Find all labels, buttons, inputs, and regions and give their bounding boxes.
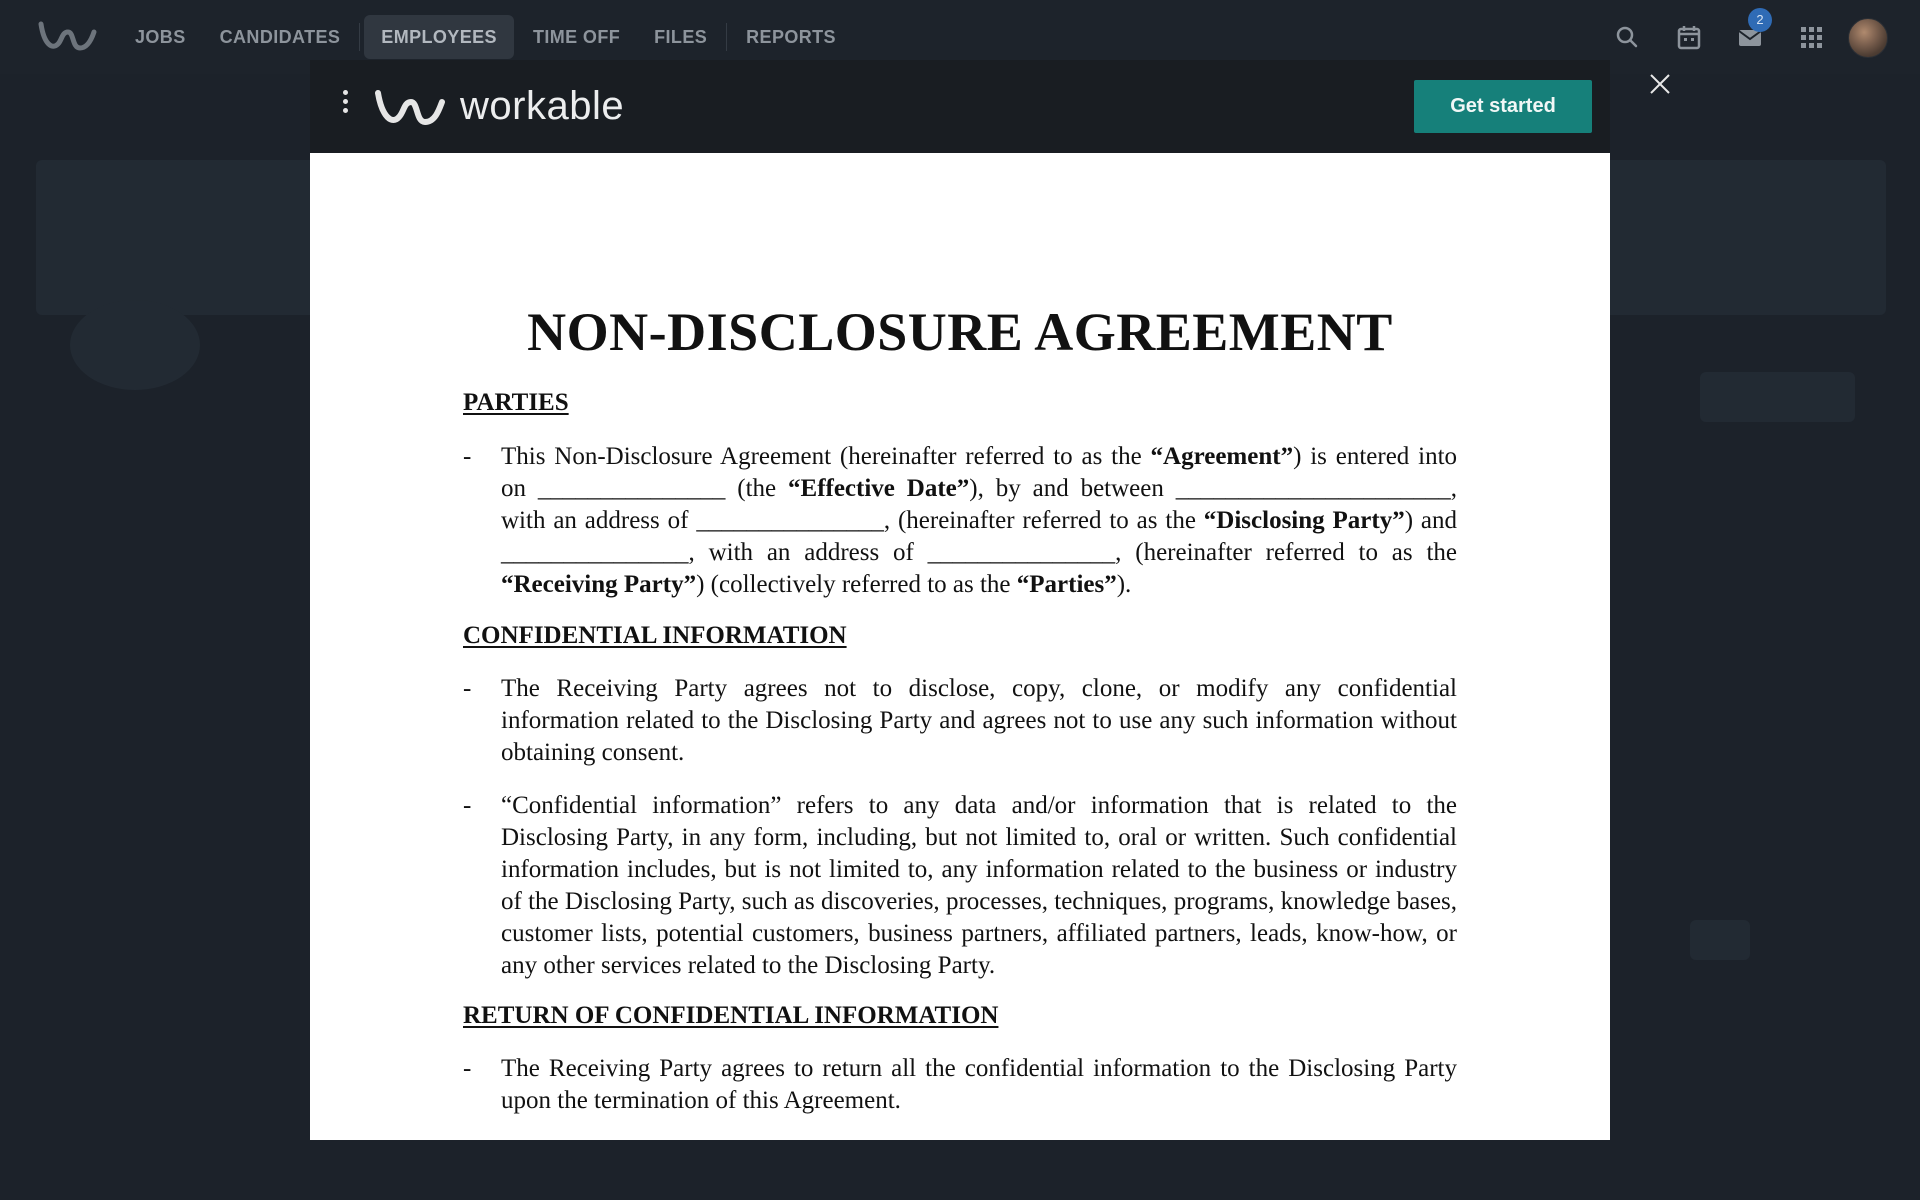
- paragraph: [501, 790, 1457, 982]
- list-bullet: -: [463, 675, 472, 702]
- text-run: ).: [1116, 571, 1132, 598]
- avatar[interactable]: [1848, 18, 1888, 58]
- get-started-button[interactable]: Get started: [1414, 80, 1592, 133]
- paragraph: [501, 441, 1457, 601]
- apps-grid-icon[interactable]: [1797, 23, 1825, 51]
- close-icon[interactable]: [1648, 72, 1672, 96]
- section-heading-return-of-confidential-information: RETURN OF CONFIDENTIAL INFORMATION: [463, 1002, 999, 1029]
- document-page: [310, 153, 1610, 1140]
- list-bullet: -: [463, 792, 472, 819]
- text-run: ) (collectively referred to as the: [696, 571, 1017, 598]
- workable-logo: [374, 84, 624, 129]
- background-panel: [70, 300, 200, 390]
- text-run: “Confidential information” refers to any data and/or information that is related to the Disclosing Party, in any form, including, but not limited to, oral or written. Such confidential information includes, but is not limited to, any information related to the business or industry of the Disclosing Party, such as discoveries, processes, techniques, programs, knowledge bases, customer lists, potential customers, business partners, affiliated partners, leads, know-how, or any other services related to the Disclosing Party.: [501, 792, 1457, 979]
- calendar-icon[interactable]: [1675, 23, 1703, 51]
- section-heading-confidential-information: CONFIDENTIAL INFORMATION: [463, 622, 847, 649]
- text-run: This Non-Disclosure Agreement (hereinafter referred to as the: [501, 443, 1151, 470]
- nav-employees[interactable]: EMPLOYEES: [364, 15, 514, 59]
- mail-count-badge: 2: [1748, 8, 1772, 32]
- text-run: ) and _______________, with an address of _______________, (hereinafter referred to as the: [501, 507, 1458, 566]
- nav-candidates[interactable]: CANDIDATES: [219, 27, 341, 47]
- list-bullet: -: [463, 443, 472, 470]
- nav-reports[interactable]: REPORTS: [746, 27, 836, 47]
- background-panel: [1690, 920, 1750, 960]
- text-run: ) is entered into on _______________ (the: [501, 443, 1458, 502]
- defined-term: “Parties”: [1016, 571, 1117, 598]
- more-options-icon[interactable]: [340, 90, 350, 118]
- workable-logo-icon: [374, 85, 446, 129]
- workable-logo-text: workable: [460, 84, 625, 128]
- defined-term: “Receiving Party”: [501, 571, 697, 598]
- paragraph: [501, 673, 1457, 769]
- document-viewer-header: [310, 60, 1610, 153]
- section-heading-parties: PARTIES: [463, 389, 569, 416]
- document-title: NON-DISCLOSURE AGREEMENT: [527, 302, 1393, 362]
- search-icon[interactable]: [1613, 23, 1641, 51]
- text-run: ), by and between ______________________, with an address of _______________, (hereinafter referred to as the: [501, 475, 1457, 534]
- nav-files[interactable]: FILES: [654, 27, 708, 47]
- text-run: The Receiving Party agrees not to disclose, copy, clone, or modify any confidential information related to the Disclosing Party and agrees not to use any such information without obtaining consent.: [501, 675, 1457, 766]
- defined-term: “Effective Date”: [788, 475, 970, 502]
- main-nav: [118, 15, 853, 59]
- nav-divider: [726, 23, 727, 51]
- workable-logo-icon[interactable]: [38, 18, 98, 54]
- defined-term: “Agreement”: [1150, 443, 1294, 470]
- background-panel: [1700, 372, 1855, 422]
- nav-divider: [359, 23, 360, 51]
- nav-jobs[interactable]: JOBS: [135, 27, 186, 47]
- list-bullet: -: [463, 1055, 472, 1082]
- text-run: The Receiving Party agrees to return all the confidential information to the Disclosing Party upon the termination of this Agreement.: [501, 1055, 1457, 1114]
- paragraph: [501, 1053, 1457, 1117]
- defined-term: “Disclosing Party”: [1203, 507, 1405, 534]
- nav-time-off[interactable]: TIME OFF: [532, 27, 621, 47]
